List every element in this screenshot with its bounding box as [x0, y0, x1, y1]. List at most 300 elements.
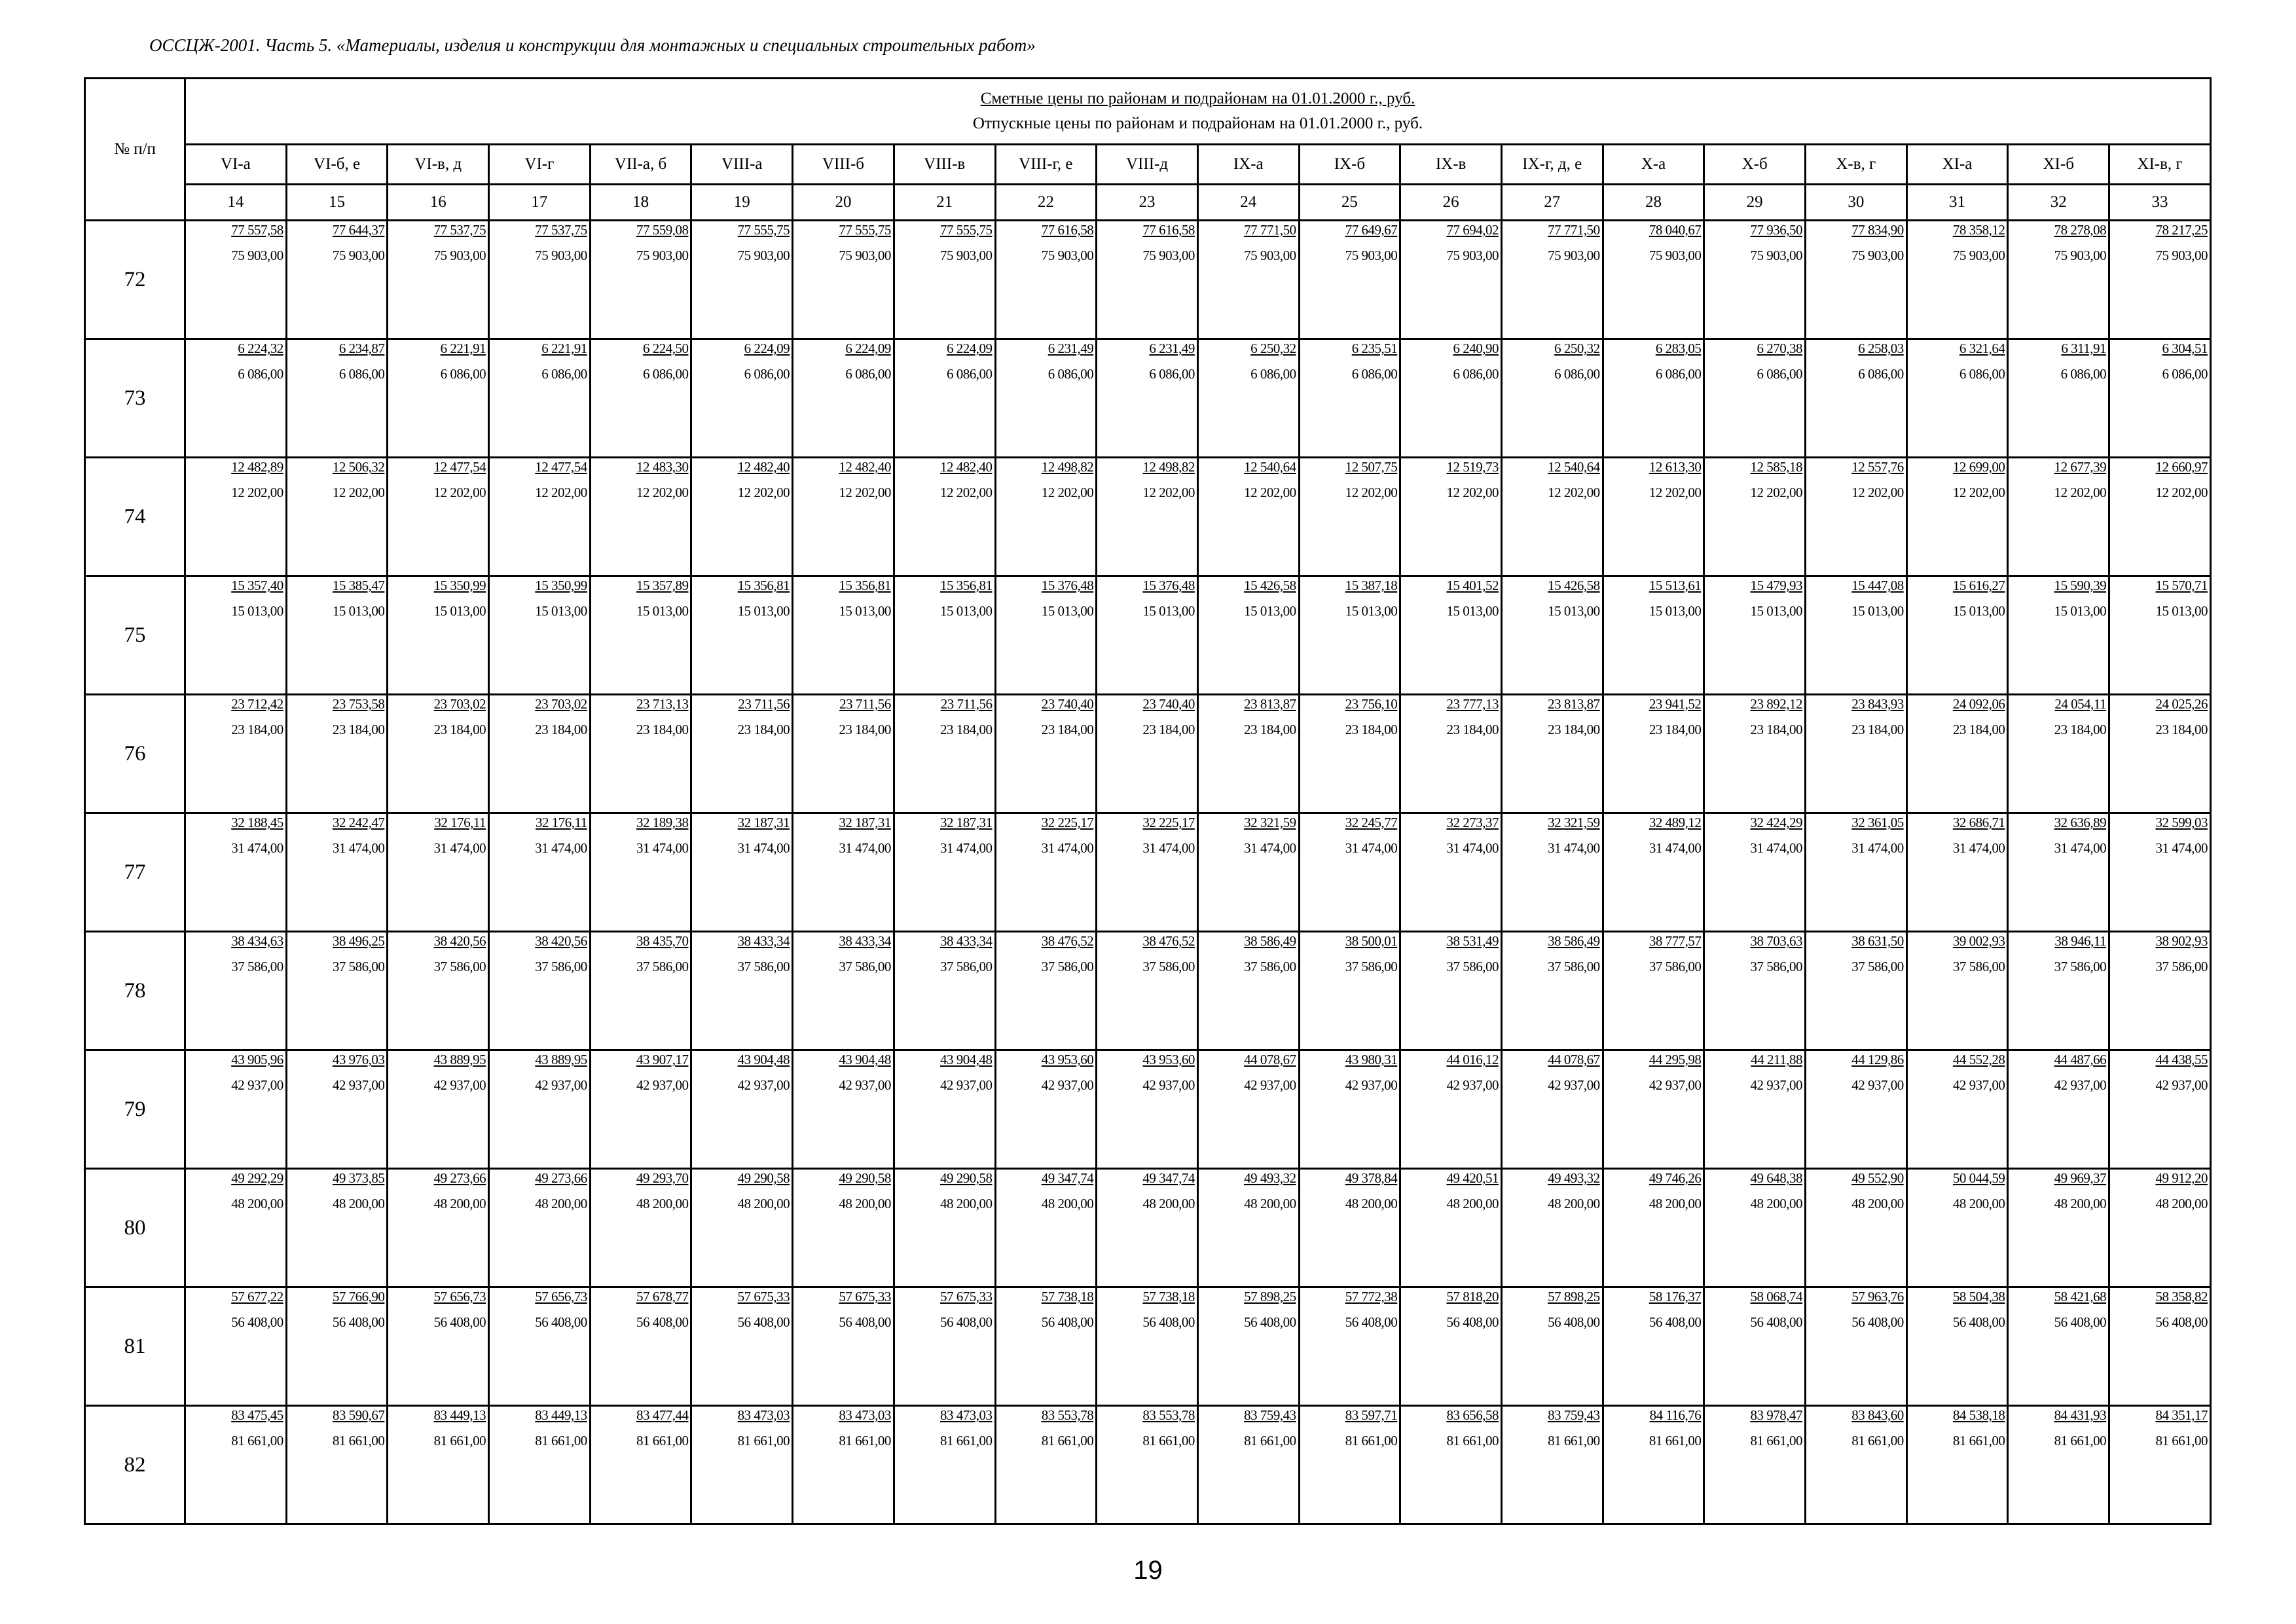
estimated-price: 49 290,58 [940, 1170, 993, 1186]
release-price: 37 586,00 [1041, 959, 1094, 974]
release-price: 6 086,00 [1048, 366, 1094, 382]
column-number: 24 [1197, 185, 1299, 221]
zone-header: VI-а [185, 145, 287, 185]
release-price: 6 086,00 [947, 366, 993, 382]
release-price: 81 661,00 [636, 1433, 689, 1449]
release-price: 56 408,00 [839, 1314, 891, 1330]
release-price: 31 474,00 [1041, 840, 1094, 856]
estimated-price: 38 586,49 [1244, 933, 1296, 949]
release-price: 42 937,00 [1446, 1077, 1499, 1093]
release-price: 31 474,00 [2155, 840, 2208, 856]
estimated-price: 83 759,43 [1244, 1407, 1296, 1423]
release-price: 42 937,00 [1851, 1077, 1904, 1093]
price-cell [1197, 221, 1299, 339]
release-price: 6 086,00 [440, 366, 486, 382]
release-price: 15 013,00 [1345, 603, 1398, 619]
estimated-price: 15 356,81 [839, 578, 891, 593]
estimated-price: 15 357,89 [636, 578, 689, 593]
zone-header: X-в, г [1806, 145, 1907, 185]
release-price: 75 903,00 [1548, 248, 1600, 263]
release-price: 75 903,00 [1750, 248, 1802, 263]
estimated-price: 49 648,38 [1750, 1170, 1802, 1186]
estimated-price: 23 703,02 [535, 696, 587, 712]
estimated-price: 38 946,11 [2054, 933, 2107, 949]
estimated-price: 58 421,68 [2054, 1289, 2107, 1304]
zone-header: IX-б [1299, 145, 1400, 185]
price-cell [894, 1050, 995, 1169]
release-price: 81 661,00 [2054, 1433, 2107, 1449]
release-price: 31 474,00 [1649, 840, 1702, 856]
price-cell [995, 932, 1097, 1050]
estimated-price: 15 426,58 [1244, 578, 1296, 593]
estimated-price: 6 321,64 [1959, 341, 2005, 356]
release-price: 81 661,00 [1649, 1433, 1702, 1449]
estimated-price: 77 555,75 [940, 222, 993, 238]
estimated-price: 77 936,50 [1750, 222, 1802, 238]
release-price: 15 013,00 [1446, 603, 1499, 619]
release-price: 31 474,00 [839, 840, 891, 856]
price-cell [793, 576, 894, 695]
estimated-price: 38 496,25 [332, 933, 385, 949]
estimated-price: 83 553,78 [1142, 1407, 1195, 1423]
release-price: 12 202,00 [535, 485, 587, 500]
price-cell [590, 813, 691, 932]
table-row [85, 576, 2211, 695]
release-price: 23 184,00 [1041, 722, 1094, 737]
release-price: 48 200,00 [1446, 1196, 1499, 1211]
release-price: 37 586,00 [2155, 959, 2208, 974]
estimated-price: 6 224,32 [238, 341, 283, 356]
price-cell [286, 932, 388, 1050]
release-price: 6 086,00 [642, 366, 689, 382]
estimated-price: 23 740,40 [1041, 696, 1094, 712]
release-price: 12 202,00 [2054, 485, 2107, 500]
price-cell [995, 813, 1097, 932]
estimated-price: 77 649,67 [1345, 222, 1398, 238]
estimated-price: 38 777,57 [1649, 933, 1702, 949]
table-body [85, 221, 2211, 1524]
price-cell [1299, 1406, 1400, 1524]
estimated-price: 77 616,58 [1142, 222, 1195, 238]
price-cell [286, 813, 388, 932]
estimated-price: 32 489,12 [1649, 815, 1702, 830]
release-price: 37 586,00 [433, 959, 486, 974]
release-price: 31 474,00 [636, 840, 689, 856]
estimated-price: 57 963,76 [1851, 1289, 1904, 1304]
price-cell [1603, 576, 1704, 695]
estimated-price: 23 777,13 [1446, 696, 1499, 712]
estimated-price: 38 531,49 [1446, 933, 1499, 949]
price-cell [388, 1169, 489, 1287]
estimated-price: 57 656,73 [433, 1289, 486, 1304]
price-cell [1906, 813, 2008, 932]
estimated-price: 32 242,47 [332, 815, 385, 830]
column-number: 17 [489, 185, 591, 221]
price-cell [995, 576, 1097, 695]
estimated-price: 83 475,45 [231, 1407, 283, 1423]
zone-header: IX-а [1197, 145, 1299, 185]
release-price: 56 408,00 [433, 1314, 486, 1330]
release-price: 37 586,00 [1548, 959, 1600, 974]
price-cell [1603, 339, 1704, 458]
estimated-price: 49 292,29 [231, 1170, 283, 1186]
price-cell [1704, 1287, 1806, 1406]
price-cell [1097, 221, 1198, 339]
estimated-price: 12 519,73 [1446, 459, 1499, 475]
estimated-price: 23 941,52 [1649, 696, 1702, 712]
estimated-price: 43 905,96 [231, 1052, 283, 1067]
release-price: 23 184,00 [1851, 722, 1904, 737]
price-cell [1299, 221, 1400, 339]
estimated-price: 83 597,71 [1345, 1407, 1398, 1423]
release-price: 6 086,00 [1250, 366, 1296, 382]
estimated-price: 23 813,87 [1244, 696, 1296, 712]
price-cell [2008, 1050, 2109, 1169]
estimated-price: 6 231,49 [1048, 341, 1094, 356]
estimated-price: 77 694,02 [1446, 222, 1499, 238]
release-price: 12 202,00 [1851, 485, 1904, 500]
estimated-price: 23 711,56 [738, 696, 790, 712]
row-number: 77 [85, 813, 185, 932]
release-price: 12 202,00 [433, 485, 486, 500]
release-price: 23 184,00 [231, 722, 283, 737]
price-cell [1806, 695, 1907, 813]
estimated-price: 23 740,40 [1142, 696, 1195, 712]
estimated-price: 32 361,05 [1851, 815, 1904, 830]
estimated-price: 12 498,82 [1041, 459, 1094, 475]
price-cell [388, 813, 489, 932]
release-price: 42 937,00 [535, 1077, 587, 1093]
release-price: 42 937,00 [940, 1077, 993, 1093]
release-price: 56 408,00 [1851, 1314, 1904, 1330]
release-price: 23 184,00 [1649, 722, 1702, 737]
price-cell [793, 458, 894, 576]
estimated-price: 39 002,93 [1952, 933, 2005, 949]
release-price: 23 184,00 [839, 722, 891, 737]
price-cell [1197, 458, 1299, 576]
release-price: 12 202,00 [1142, 485, 1195, 500]
release-price: 15 013,00 [535, 603, 587, 619]
price-cell [388, 1287, 489, 1406]
estimated-price: 83 449,13 [433, 1407, 486, 1423]
price-cell [2008, 1169, 2109, 1287]
release-price: 15 013,00 [433, 603, 486, 619]
price-cell [1400, 695, 1502, 813]
release-price: 48 200,00 [1952, 1196, 2005, 1211]
price-cell [489, 1169, 591, 1287]
price-cell [995, 1169, 1097, 1287]
row-number: 82 [85, 1406, 185, 1524]
price-cell [894, 1406, 995, 1524]
estimated-price: 77 555,75 [839, 222, 891, 238]
release-price: 37 586,00 [2054, 959, 2107, 974]
estimated-price: 6 270,38 [1757, 341, 1802, 356]
estimated-price: 58 068,74 [1750, 1289, 1802, 1304]
release-price: 42 937,00 [2054, 1077, 2107, 1093]
release-price: 75 903,00 [1952, 248, 2005, 263]
release-price: 15 013,00 [737, 603, 790, 619]
zone-header: IX-в [1400, 145, 1502, 185]
estimated-price: 38 586,49 [1548, 933, 1600, 949]
estimated-price: 12 507,75 [1345, 459, 1398, 475]
release-price: 12 202,00 [1244, 485, 1296, 500]
price-cell [489, 339, 591, 458]
estimated-price: 83 843,60 [1851, 1407, 1904, 1423]
price-cell [1400, 1050, 1502, 1169]
release-price: 6 086,00 [1959, 366, 2005, 382]
estimated-price: 58 358,82 [2155, 1289, 2208, 1304]
estimated-price: 6 224,09 [947, 341, 993, 356]
price-cell [185, 221, 287, 339]
price-cell [1806, 1169, 1907, 1287]
zone-header: VI-в, д [388, 145, 489, 185]
estimated-price: 23 892,12 [1750, 696, 1802, 712]
release-price: 81 661,00 [1952, 1433, 2005, 1449]
release-price: 56 408,00 [636, 1314, 689, 1330]
estimated-price: 38 500,01 [1345, 933, 1398, 949]
row-number: 73 [85, 339, 185, 458]
estimated-price: 6 250,32 [1554, 341, 1600, 356]
release-price: 75 903,00 [1244, 248, 1296, 263]
column-number: 27 [1501, 185, 1603, 221]
estimated-price: 77 555,75 [737, 222, 790, 238]
release-price: 6 086,00 [845, 366, 891, 382]
estimated-price: 32 176,11 [434, 815, 486, 830]
price-cell [2008, 1406, 2109, 1524]
price-cell [286, 695, 388, 813]
release-price: 48 200,00 [636, 1196, 689, 1211]
release-price: 12 202,00 [1548, 485, 1600, 500]
release-price: 56 408,00 [231, 1314, 283, 1330]
price-cell [1400, 576, 1502, 695]
release-price: 42 937,00 [737, 1077, 790, 1093]
price-cell [590, 1406, 691, 1524]
price-cell [2109, 813, 2211, 932]
release-price: 12 202,00 [839, 485, 891, 500]
estimated-price: 6 311,91 [2061, 341, 2107, 356]
price-cell [185, 339, 287, 458]
release-price: 6 086,00 [1149, 366, 1195, 382]
price-cell [894, 576, 995, 695]
price-cell [185, 576, 287, 695]
release-price: 15 013,00 [839, 603, 891, 619]
release-price: 12 202,00 [1649, 485, 1702, 500]
release-price: 31 474,00 [1952, 840, 2005, 856]
price-cell [1501, 221, 1603, 339]
price-cell [1299, 695, 1400, 813]
release-price: 15 013,00 [1142, 603, 1195, 619]
price-cell [1704, 1050, 1806, 1169]
estimated-price: 38 476,52 [1142, 933, 1195, 949]
price-cell [995, 221, 1097, 339]
estimated-price: 43 904,48 [940, 1052, 993, 1067]
release-price: 42 937,00 [1041, 1077, 1094, 1093]
price-cell [388, 339, 489, 458]
release-price: 23 184,00 [1244, 722, 1296, 737]
release-price: 48 200,00 [1244, 1196, 1296, 1211]
zone-header: XI-а [1906, 145, 2008, 185]
release-price: 81 661,00 [1548, 1433, 1600, 1449]
price-cell [1603, 1406, 1704, 1524]
price-cell [1197, 339, 1299, 458]
estimated-price: 23 713,13 [636, 696, 689, 712]
price-cell [1400, 932, 1502, 1050]
price-cell [2109, 1169, 2211, 1287]
estimated-price: 43 904,48 [737, 1052, 790, 1067]
release-price: 12 202,00 [1041, 485, 1094, 500]
release-price: 15 013,00 [1548, 603, 1600, 619]
estimated-price: 78 217,25 [2155, 222, 2208, 238]
estimated-price: 32 176,11 [536, 815, 587, 830]
estimated-price: 57 766,90 [332, 1289, 385, 1304]
estimated-price: 12 498,82 [1142, 459, 1195, 475]
row-number-header: № п/п [85, 79, 185, 221]
price-cell [1097, 339, 1198, 458]
zone-header: VIII-г, е [995, 145, 1097, 185]
estimated-price: 15 447,08 [1851, 578, 1904, 593]
price-cell [1197, 1406, 1299, 1524]
release-price: 75 903,00 [2054, 248, 2107, 263]
price-cell [2109, 221, 2211, 339]
estimated-price: 23 843,93 [1851, 696, 1904, 712]
estimated-price: 83 590,67 [332, 1407, 385, 1423]
price-cell [1299, 458, 1400, 576]
estimated-price: 32 321,59 [1548, 815, 1600, 830]
release-price: 6 086,00 [541, 366, 587, 382]
price-cell [995, 1050, 1097, 1169]
estimated-price: 15 350,99 [535, 578, 587, 593]
estimated-price: 57 675,33 [940, 1289, 993, 1304]
table-row [85, 458, 2211, 576]
price-cell [1501, 1169, 1603, 1287]
estimated-price: 12 540,64 [1244, 459, 1296, 475]
estimated-price: 12 660,97 [2155, 459, 2208, 475]
estimated-price: 44 078,67 [1244, 1052, 1296, 1067]
column-number: 15 [286, 185, 388, 221]
release-price: 75 903,00 [1851, 248, 1904, 263]
release-price: 6 086,00 [1655, 366, 1702, 382]
table-row [85, 1050, 2211, 1169]
release-price: 48 200,00 [1851, 1196, 1904, 1211]
price-cell [995, 695, 1097, 813]
estimated-price: 32 187,31 [940, 815, 993, 830]
estimated-price: 32 225,17 [1142, 815, 1195, 830]
release-price: 12 202,00 [1750, 485, 1802, 500]
release-prices-title: Отпускные цены по районам и подрайонам на 01.01.2000 г., руб. [972, 115, 1423, 132]
price-cell [286, 221, 388, 339]
release-price: 23 184,00 [1952, 722, 2005, 737]
estimated-price: 49 290,58 [839, 1170, 891, 1186]
column-number: 29 [1704, 185, 1806, 221]
release-price: 15 013,00 [1851, 603, 1904, 619]
price-cell [388, 1406, 489, 1524]
price-cell [1704, 1169, 1806, 1287]
price-cell [2109, 1287, 2211, 1406]
estimated-price: 15 350,99 [433, 578, 486, 593]
price-cell [894, 1169, 995, 1287]
price-cell [793, 932, 894, 1050]
release-price: 81 661,00 [1244, 1433, 1296, 1449]
price-cell [691, 813, 793, 932]
release-price: 56 408,00 [1446, 1314, 1499, 1330]
release-price: 6 086,00 [2060, 366, 2107, 382]
table-row [85, 932, 2211, 1050]
price-cell [1603, 1169, 1704, 1287]
price-cell [1501, 932, 1603, 1050]
estimated-price: 44 016,12 [1446, 1052, 1499, 1067]
price-cell [1603, 695, 1704, 813]
estimated-price: 23 813,87 [1548, 696, 1600, 712]
release-price: 6 086,00 [238, 366, 283, 382]
estimated-price: 6 231,49 [1149, 341, 1195, 356]
release-price: 12 202,00 [2155, 485, 2208, 500]
estimated-price: 32 273,37 [1446, 815, 1499, 830]
price-cell [1501, 1406, 1603, 1524]
estimated-price: 83 978,47 [1750, 1407, 1802, 1423]
estimated-price: 43 953,60 [1041, 1052, 1094, 1067]
column-number: 16 [388, 185, 489, 221]
column-number: 19 [691, 185, 793, 221]
price-cell [691, 695, 793, 813]
estimated-price: 6 224,09 [744, 341, 790, 356]
estimated-price: 12 677,39 [2054, 459, 2107, 475]
price-cell [388, 695, 489, 813]
price-cell [793, 1169, 894, 1287]
release-price: 37 586,00 [332, 959, 385, 974]
release-price: 15 013,00 [1041, 603, 1094, 619]
release-price: 56 408,00 [2155, 1314, 2208, 1330]
release-price: 81 661,00 [332, 1433, 385, 1449]
release-price: 42 937,00 [1548, 1077, 1600, 1093]
release-price: 42 937,00 [1649, 1077, 1702, 1093]
price-cell [691, 1169, 793, 1287]
release-price: 31 474,00 [1750, 840, 1802, 856]
estimated-price: 23 753,58 [332, 696, 385, 712]
estimated-price: 83 449,13 [535, 1407, 587, 1423]
estimated-price: 12 557,76 [1851, 459, 1904, 475]
zone-header: XI-в, г [2109, 145, 2211, 185]
price-cell [1097, 1287, 1198, 1406]
price-cell [894, 221, 995, 339]
estimated-price: 12 482,40 [737, 459, 790, 475]
price-cell [1906, 695, 2008, 813]
estimated-price: 43 976,03 [332, 1052, 385, 1067]
price-cell [1806, 221, 1907, 339]
release-price: 37 586,00 [1952, 959, 2005, 974]
price-cell [1906, 1287, 2008, 1406]
price-cell [590, 339, 691, 458]
estimated-price: 12 482,40 [839, 459, 891, 475]
estimated-price: 83 477,44 [636, 1407, 689, 1423]
zone-header: VIII-д [1097, 145, 1198, 185]
estimated-price: 83 473,03 [940, 1407, 993, 1423]
estimated-price: 83 759,43 [1548, 1407, 1600, 1423]
estimated-price: 38 435,70 [636, 933, 689, 949]
release-price: 42 937,00 [839, 1077, 891, 1093]
zone-header: VIII-б [793, 145, 894, 185]
release-price: 31 474,00 [940, 840, 993, 856]
release-price: 12 202,00 [332, 485, 385, 500]
price-cell [1197, 1050, 1299, 1169]
row-number: 72 [85, 221, 185, 339]
estimated-price: 6 304,51 [2162, 341, 2208, 356]
price-cell [691, 932, 793, 1050]
release-price: 12 202,00 [940, 485, 993, 500]
estimated-price: 38 420,56 [535, 933, 587, 949]
column-number: 28 [1603, 185, 1704, 221]
price-cell [995, 1287, 1097, 1406]
price-cell [1299, 813, 1400, 932]
